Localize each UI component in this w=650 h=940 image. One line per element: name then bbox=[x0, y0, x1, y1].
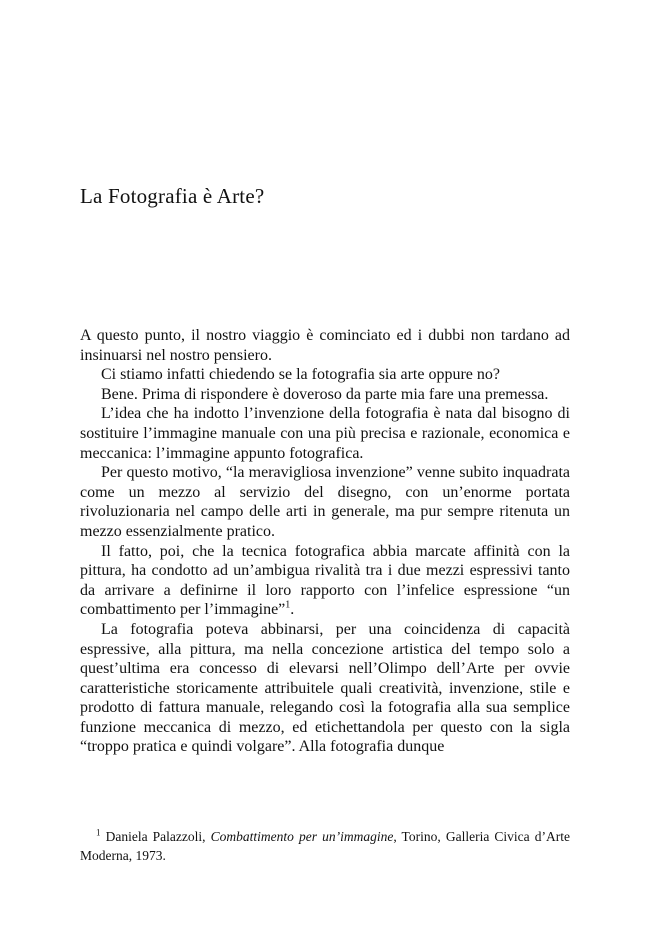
footnote-marker: 1 bbox=[96, 827, 101, 838]
footnote-author: Daniela Palazzoli, bbox=[100, 829, 211, 844]
paragraph bbox=[80, 542, 570, 620]
footnote bbox=[80, 828, 570, 865]
paragraph: La fotografia poteva abbinarsi, per una coincidenza di capacità espressive, alla pittura, ma nella concezione artistica del tempo solo a quest’ultima era concesso di elevarsi nell’Olimpo dell’Arte per ovvie caratteristiche storicamente attribuitele quali creatività, invenzione, stile e prodotto di fattura manuale, relegando così la fotografia alla sua semplice funzione meccanica di mezzo, ed etichettandola per questo con la sigla “troppo pratica e quindi volgare”. Alla fotografia dunque bbox=[80, 620, 570, 756]
footnote-work-title: Combattimento per un’immagine bbox=[210, 829, 394, 844]
paragraph: A questo punto, il nostro viaggio è cominciato ed i dubbi non tardano ad insinuarsi nel nostro pensiero. bbox=[80, 327, 570, 364]
page-title: La Fotografia è Arte? bbox=[80, 184, 265, 208]
paragraph-text: . bbox=[290, 601, 295, 619]
footnote-tail: , Torino, Galleria Civica d’Arte Moderna, 1973. bbox=[80, 829, 570, 863]
paragraph: Per questo motivo, “la meravigliosa invenzione” venne subito inquadrata come un mezzo al servizio del disegno, con un’enorme portata rivoluzionaria nel campo delle arti in generale, ma pur sempre ritenuta un mezzo essenzialmente pratico. bbox=[80, 464, 570, 540]
paragraph: L’idea che ha indotto l’invenzione della fotografia è nata dal bisogno di sostituire l’immagine manuale con una più precisa e razionale, economica e meccanica: l’immagine appunto fotografica. bbox=[80, 405, 570, 462]
footnote-paragraph bbox=[80, 828, 570, 865]
body-text bbox=[80, 326, 570, 757]
paragraph-text: Il fatto, poi, che la tecnica fotografica abbia marcate affinità con la pittura, ha condotto ad un’ambigua rivalità tra i due mezzi espressivi tanto da arrivare a definirne il loro rapporto con l’infelice espressione “un combattimento per l’immagine” bbox=[80, 542, 570, 619]
footnote-ref: 1 bbox=[285, 599, 291, 611]
paragraph: Bene. Prima di rispondere è doveroso da parte mia fare una premessa. bbox=[101, 385, 549, 403]
paragraph: Ci stiamo infatti chiedendo se la fotografia sia arte oppure no? bbox=[101, 366, 500, 384]
